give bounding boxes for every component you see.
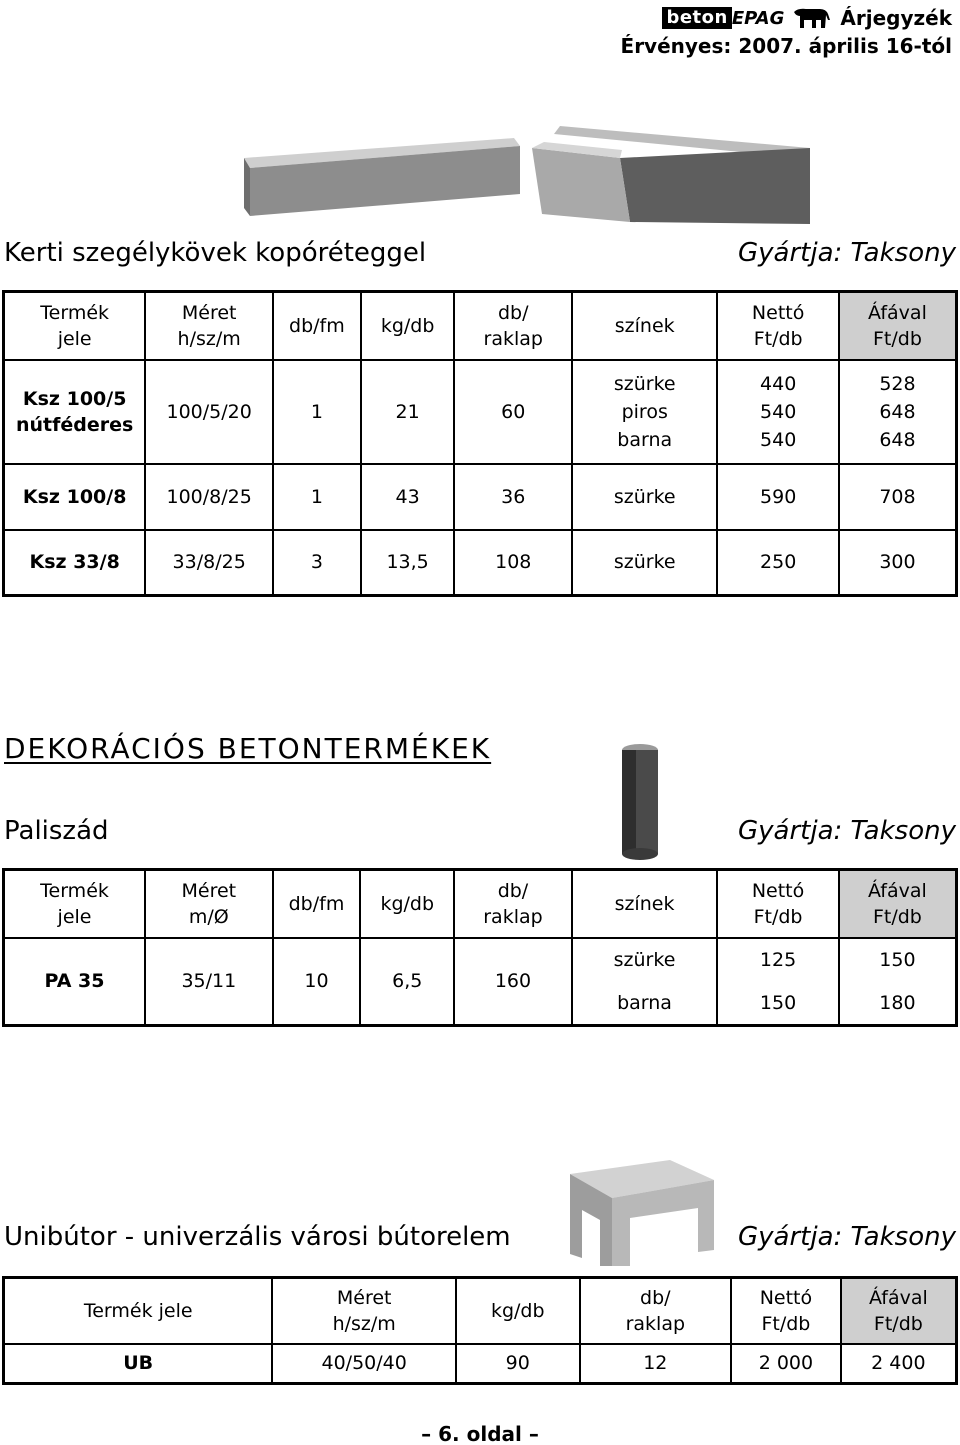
header-cell: db/ raklap	[454, 870, 572, 938]
kgdb-cell: 6,5	[360, 938, 454, 1026]
table-row	[4, 360, 957, 464]
gross-price-cell: 708	[839, 464, 957, 530]
header-cell: Méret h/sz/m	[145, 292, 273, 360]
colors-cell: szürke	[572, 530, 717, 596]
logo-epag: EPAG	[731, 7, 785, 29]
dbfm-cell: 10	[273, 938, 361, 1026]
header-cell: színek	[572, 292, 717, 360]
table-header-row	[4, 292, 957, 360]
header-cell: Áfával Ft/db	[839, 870, 957, 938]
kgdb-cell: 90	[456, 1344, 580, 1384]
gross-price-cell: 528 648 648	[839, 360, 957, 464]
header-cell: Áfával Ft/db	[839, 292, 957, 360]
price-list-title: Árjegyzék	[840, 6, 952, 30]
colors-cell: szürke piros barna	[572, 360, 717, 464]
net-price-cell: 440 540 540	[717, 360, 838, 464]
page-number: – 6. oldal –	[421, 1422, 539, 1445]
raklap-cell: 12	[580, 1344, 732, 1384]
kgdb-cell: 43	[361, 464, 455, 530]
header-cell: Nettó Ft/db	[717, 870, 839, 938]
product-code: UB	[4, 1344, 273, 1384]
header-cell: db/ raklap	[580, 1278, 732, 1344]
header-cell: Nettó Ft/db	[731, 1278, 841, 1344]
gross-price-cell: 2 400	[841, 1344, 957, 1384]
dbfm-cell: 1	[273, 360, 361, 464]
palisade-price-table	[2, 868, 958, 1027]
size-cell: 33/8/25	[145, 530, 273, 596]
header-cell: kg/db	[456, 1278, 580, 1344]
kgdb-cell: 21	[361, 360, 455, 464]
net-price-cell: 590	[717, 464, 838, 530]
manufacturer-label: Gyártja: Taksony	[738, 238, 956, 268]
header-cell: Méret h/sz/m	[272, 1278, 455, 1344]
header-cell: Termék jele	[4, 870, 146, 938]
size-cell: 40/50/40	[272, 1344, 455, 1384]
size-cell: 35/11	[145, 938, 273, 1026]
raklap-cell: 36	[454, 464, 572, 530]
header-cell: Termék jele	[4, 292, 146, 360]
table-row	[4, 938, 957, 982]
page-header	[621, 4, 952, 58]
manufacturer-label: Gyártja: Taksony	[738, 816, 956, 846]
colors-cell: szürke	[572, 464, 717, 530]
raklap-cell: 60	[454, 360, 572, 464]
section-title-bench: Unibútor - univerzális városi bútorelem	[4, 1222, 511, 1252]
raklap-cell: 108	[454, 530, 572, 596]
net-price-cell: 150	[717, 982, 839, 1026]
curb-price-table	[2, 290, 958, 597]
net-price-cell: 250	[717, 530, 838, 596]
table-row	[4, 464, 957, 530]
kgdb-cell: 13,5	[361, 530, 455, 596]
section-title-curbs: Kerti szegélykövek kopóréteggel	[4, 238, 427, 268]
dbfm-cell: 3	[273, 530, 361, 596]
table-row	[4, 1344, 957, 1384]
size-cell: 100/8/25	[145, 464, 273, 530]
manufacturer-label: Gyártja: Taksony	[738, 1222, 956, 1252]
curb-stones-image	[244, 118, 814, 228]
header-cell: Termék jele	[4, 1278, 273, 1344]
header-cell: Áfával Ft/db	[841, 1278, 957, 1344]
brand-row	[621, 4, 952, 32]
dbfm-cell: 1	[273, 464, 361, 530]
colors-cell: barna	[572, 982, 717, 1026]
section-title-palisade: Paliszád	[4, 816, 109, 846]
net-price-cell: 125	[717, 938, 839, 982]
raklap-cell: 160	[454, 938, 572, 1026]
palisade-post-image	[616, 742, 664, 862]
bench-price-table	[2, 1276, 958, 1385]
product-code: Ksz 100/8	[4, 464, 146, 530]
size-cell: 100/5/20	[145, 360, 273, 464]
header-cell: Nettó Ft/db	[717, 292, 838, 360]
header-cell: db/fm	[273, 292, 361, 360]
header-cell: db/fm	[273, 870, 361, 938]
header-cell: db/ raklap	[454, 292, 572, 360]
decorative-products-heading: DEKORÁCIÓS BETONTERMÉKEK	[4, 732, 492, 765]
bench-element-image	[560, 1158, 720, 1268]
header-cell: kg/db	[360, 870, 454, 938]
table-row	[4, 530, 957, 596]
gross-price-cell: 150	[839, 938, 957, 982]
header-cell: Méret m/Ø	[145, 870, 273, 938]
header-cell: kg/db	[361, 292, 455, 360]
colors-cell: szürke	[572, 938, 717, 982]
gross-price-cell: 300	[839, 530, 957, 596]
elephant-icon	[792, 6, 832, 30]
net-price-cell: 2 000	[731, 1344, 841, 1384]
gross-price-cell: 180	[839, 982, 957, 1026]
product-code: Ksz 100/5 nútféderes	[4, 360, 146, 464]
table-header-row	[4, 870, 957, 938]
table-header-row	[4, 1278, 957, 1344]
product-code: Ksz 33/8	[4, 530, 146, 596]
validity-date: Érvényes: 2007. április 16-tól	[620, 34, 952, 58]
product-code: PA 35	[4, 938, 146, 1026]
header-cell: színek	[572, 870, 717, 938]
logo-beton: beton	[662, 7, 731, 29]
